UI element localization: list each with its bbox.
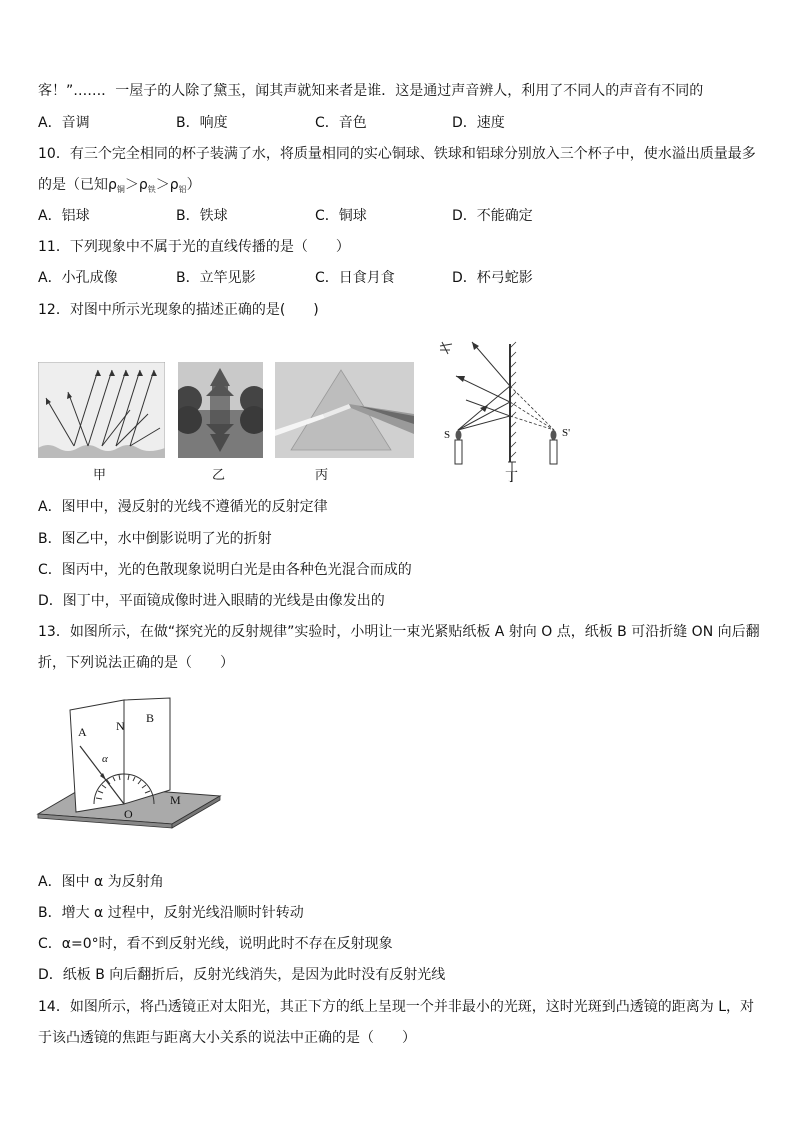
q11-option-c: C．日食月食: [315, 270, 395, 286]
q10-suffix: ）: [186, 177, 201, 193]
q12-option-a: A．图甲中，漫反射的光线不遵循光的反射定律: [38, 499, 328, 515]
prism-dispersion-photo: [275, 362, 414, 458]
label-m: M: [170, 793, 181, 807]
q10-sub-cu: 铜: [116, 185, 125, 194]
q10-option-b: B．铁球: [176, 208, 228, 224]
q12-stem: 12．对图中所示光现象的描述正确的是( ): [38, 302, 319, 318]
s-prime-label: S': [562, 427, 571, 439]
q10-sub-fe: 铁: [147, 185, 156, 194]
q11-option-b: B．立竿见影: [176, 270, 256, 286]
panel-label-bing: 丙: [315, 468, 329, 483]
figure-yi-water-reflection: [178, 362, 263, 458]
q11-option-a: A．小孔成像: [38, 270, 118, 286]
q10-prefix: 的是（已知ρ: [38, 177, 117, 193]
figure-ding-plane-mirror: [436, 336, 586, 486]
q10-option-c: C．铜球: [315, 208, 367, 224]
q9-option-d: D．速度: [452, 115, 505, 131]
reflection-experiment-diagram: [36, 686, 222, 832]
figure-bing-prism-dispersion: [275, 362, 414, 458]
q10-gt1: ＞ρ: [124, 177, 148, 193]
panel-label-jia: 甲: [93, 468, 107, 483]
q13-option-b: B．增大 α 过程中，反射光线沿顺时针转动: [38, 905, 304, 921]
q10-gt2: ＞ρ: [155, 177, 179, 193]
q13-option-d: D．纸板 B 向后翻折后，反射光线消失，是因为此时没有反射光线: [38, 967, 446, 983]
q10-sub-al: 铝: [178, 185, 187, 194]
panel-label-ding: 丁: [505, 470, 519, 485]
q9-option-b: B．响度: [176, 115, 228, 131]
q13-stem-line2: 折，下列说法正确的是（ ）: [38, 655, 234, 671]
figure-jia-diffuse-reflection: [38, 362, 165, 458]
label-a: A: [78, 725, 87, 739]
q11-stem: 11．下列现象中不属于光的直线传播的是（ ）: [38, 239, 350, 255]
s-label: S: [444, 429, 451, 441]
label-b: B: [146, 711, 155, 725]
label-n: N: [116, 719, 125, 733]
q11-option-d: D．杯弓蛇影: [452, 270, 533, 286]
q13-option-c: C．α=0°时，看不到反射光线，说明此时不存在反射现象: [38, 936, 393, 952]
q10-option-d: D．不能确定: [452, 208, 533, 224]
q9-option-a: A．音调: [38, 115, 90, 131]
diffuse-reflection-diagram: [38, 362, 165, 458]
plane-mirror-diagram: [436, 336, 586, 486]
q9-stem: 客！”……．一屋子的人除了黛玉，闻其声就知来者是谁．这是通过声音辨人，利用了不同人的声音有不同的: [38, 83, 704, 99]
q14-stem-line1: 14．如图所示，将凸透镜正对太阳光，其正下方的纸上呈现一个并非最小的光斑，这时光斑到凸透镜的距离为 L，对: [38, 999, 755, 1015]
q12-option-b: B．图乙中，水中倒影说明了光的折射: [38, 531, 272, 547]
q13-stem-line1: 13．如图所示，在做“探究光的反射规律”实验时，小明让一束光紧贴纸板 A 射向 O 点，纸板 B 可沿折缝 ON 向后翻: [38, 624, 760, 640]
label-o: O: [124, 807, 133, 821]
q13-option-a: A．图中 α 为反射角: [38, 874, 164, 890]
pagoda-reflection-photo: [178, 362, 263, 458]
q10-stem-line1: 10．有三个完全相同的杯子装满了水，将质量相同的实心铜球、铁球和铝球分别放入三个杯子中，使水溢出质量最多: [38, 146, 756, 162]
q10-option-a: A．铝球: [38, 208, 90, 224]
q9-option-c: C．音色: [315, 115, 367, 131]
label-alpha: α: [102, 753, 108, 765]
panel-label-yi: 乙: [212, 468, 226, 483]
figure-reflection-experiment: [36, 686, 222, 832]
q12-option-d: D．图丁中，平面镜成像时进入眼睛的光线是由像发出的: [38, 593, 385, 609]
q12-option-c: C．图丙中，光的色散现象说明白光是由各种色光混合而成的: [38, 562, 412, 578]
q10-stem-line2: [38, 175, 201, 197]
q14-stem-line2: 于该凸透镜的焦距与距离大小关系的说法中正确的是（ ）: [38, 1030, 416, 1046]
